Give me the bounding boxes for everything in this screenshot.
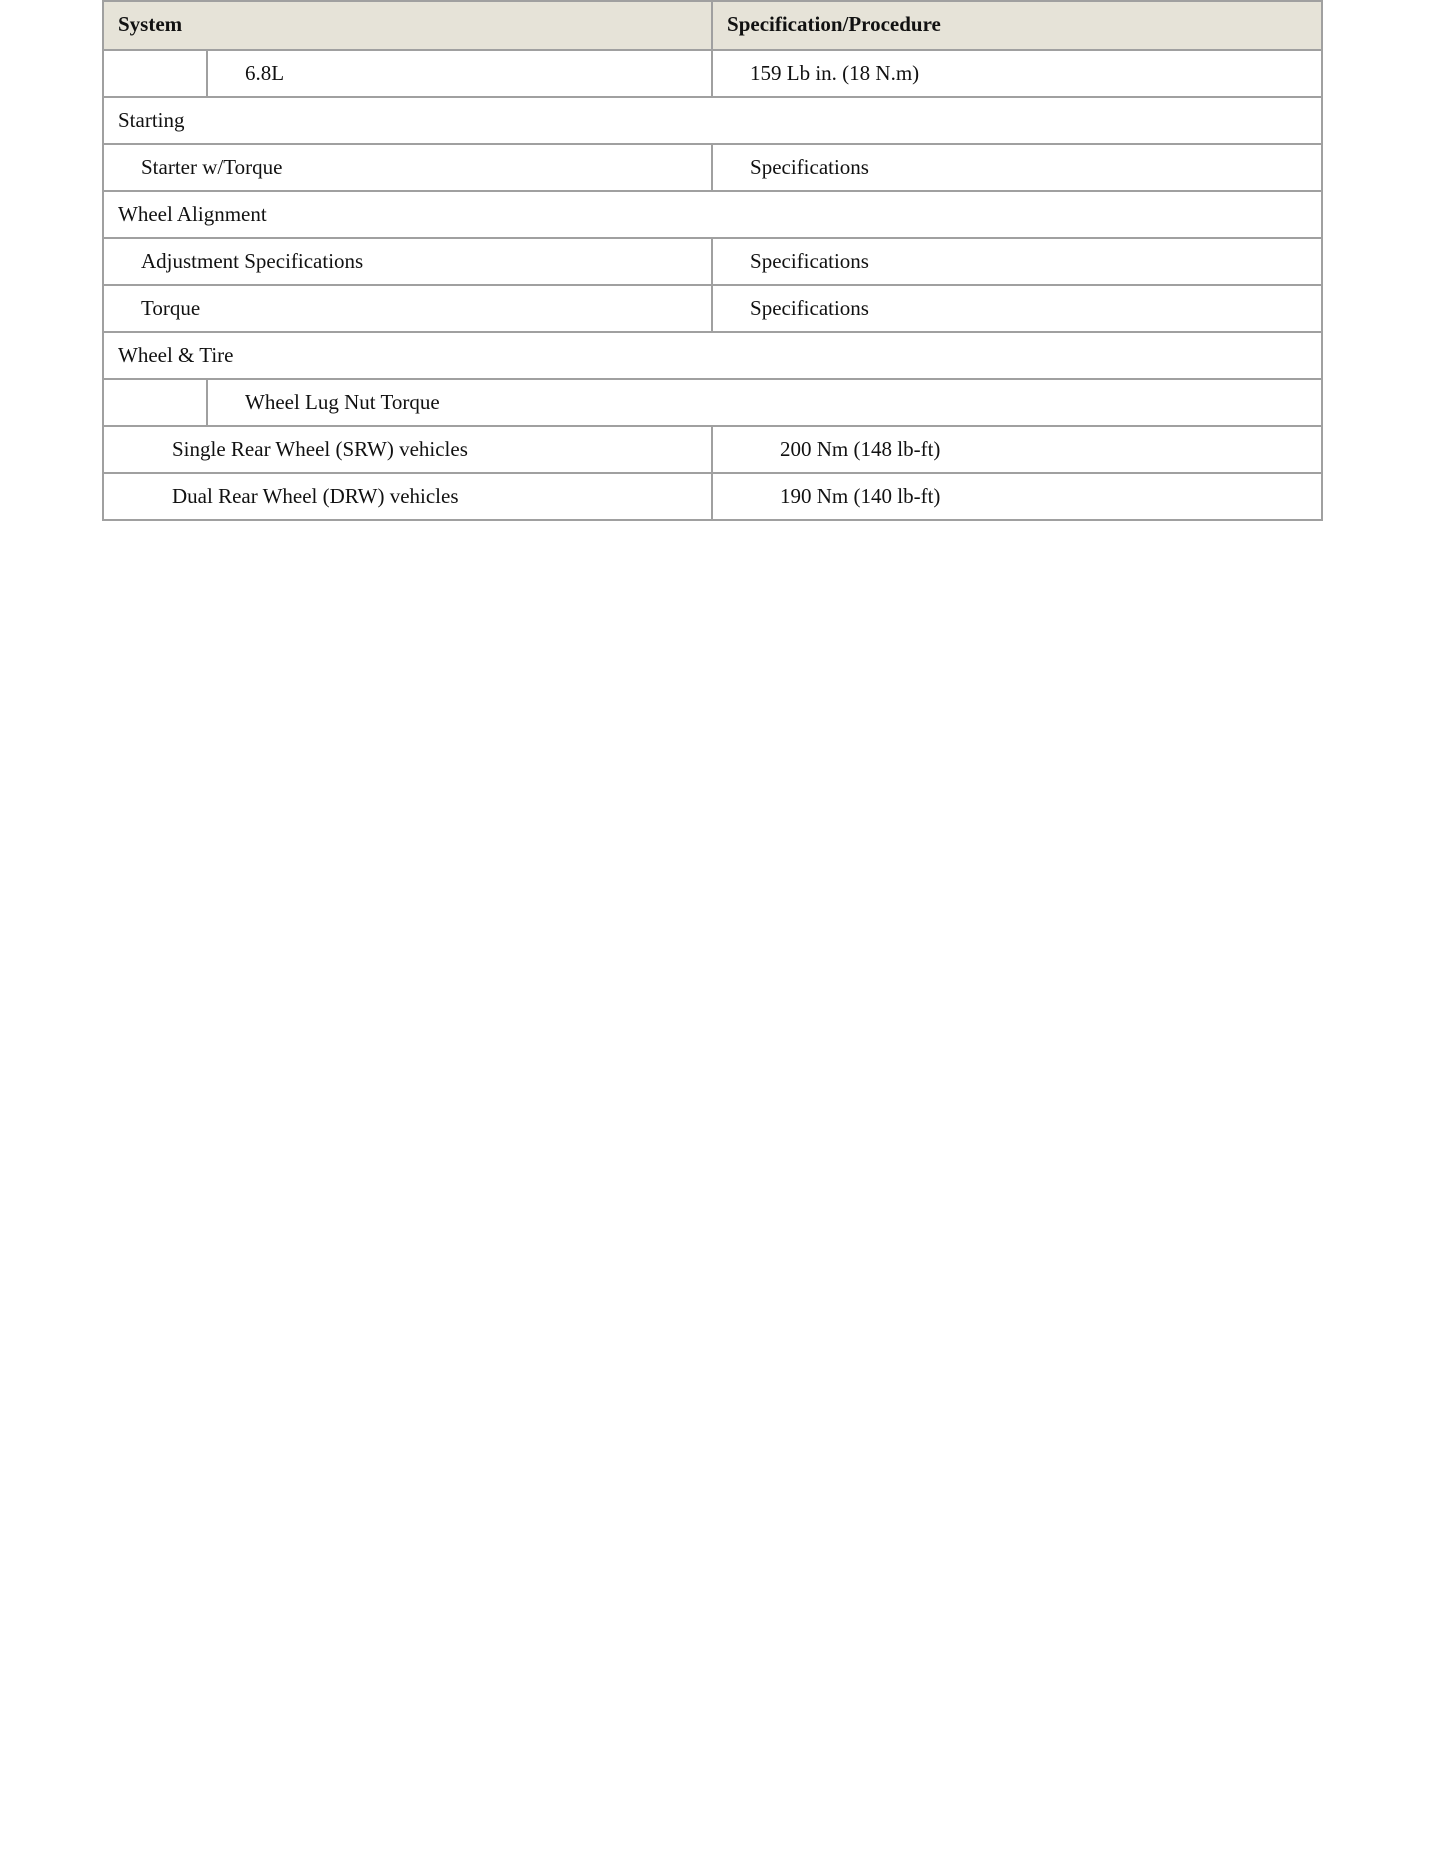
table-row — [103, 285, 1322, 332]
table-row — [103, 332, 1322, 379]
row-link-torque-specifications[interactable]: Specifications — [712, 285, 1322, 332]
row-link-starter-specifications[interactable]: Specifications — [712, 144, 1322, 191]
row-value-srw: 200 Nm (148 lb-ft) — [712, 426, 1322, 473]
row-value-6-8l: 159 Lb in. (18 N.m) — [712, 50, 1322, 97]
table-body — [103, 50, 1322, 520]
table-row — [103, 473, 1322, 520]
row-value-drw: 190 Nm (140 lb-ft) — [712, 473, 1322, 520]
table-row — [103, 379, 1322, 426]
row-label-starter-torque: Starter w/Torque — [103, 144, 712, 191]
row-label-drw: Dual Rear Wheel (DRW) vehicles — [103, 473, 712, 520]
row-label-adjustment-specifications: Adjustment Specifications — [103, 238, 712, 285]
indent-stub-cell — [103, 50, 207, 97]
table-header — [103, 1, 1322, 50]
section-wheel-tire: Wheel & Tire — [103, 332, 1322, 379]
row-link-adjustment-specifications[interactable]: Specifications — [712, 238, 1322, 285]
row-label-alignment-torque: Torque — [103, 285, 712, 332]
system-column-header: System — [103, 1, 712, 50]
table-row — [103, 238, 1322, 285]
spec-column-header: Specification/Procedure — [712, 1, 1322, 50]
specification-table — [102, 0, 1323, 521]
table-row — [103, 191, 1322, 238]
row-label-6-8l: 6.8L — [207, 50, 712, 97]
section-starting: Starting — [103, 97, 1322, 144]
table-row — [103, 144, 1322, 191]
indent-stub-cell — [103, 379, 207, 426]
row-label-wheel-lug-nut-torque: Wheel Lug Nut Torque — [207, 379, 1322, 426]
section-wheel-alignment: Wheel Alignment — [103, 191, 1322, 238]
row-label-srw: Single Rear Wheel (SRW) vehicles — [103, 426, 712, 473]
table-row — [103, 426, 1322, 473]
table-row — [103, 50, 1322, 97]
table-row — [103, 97, 1322, 144]
header-row — [103, 1, 1322, 50]
